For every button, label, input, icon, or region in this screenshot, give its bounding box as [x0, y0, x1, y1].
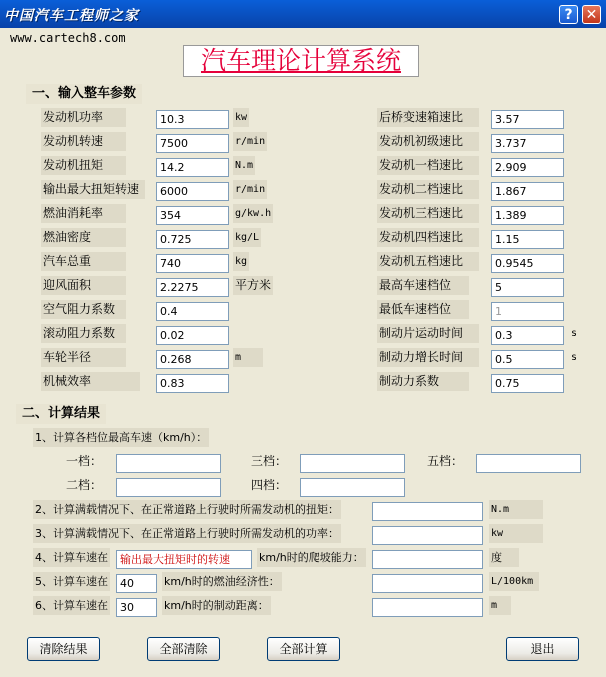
q5-prefix: 5、计算车速在	[33, 572, 110, 591]
required-torque-output[interactable]	[372, 502, 483, 521]
braking-distance-output[interactable]	[372, 598, 483, 617]
param-label: 发动机四档速比	[377, 228, 479, 247]
rear-axle-ratio-input[interactable]: 3.57	[491, 110, 564, 129]
frontal-area-input[interactable]: 2.2275	[156, 278, 229, 297]
website-url: www.cartech8.com	[10, 31, 126, 45]
param-unit: N.m	[233, 156, 255, 175]
fuel-consumption-input[interactable]: 354	[156, 206, 229, 225]
param-unit: s	[571, 328, 578, 339]
param-label: 滚动阻力系数	[41, 324, 126, 343]
q1-label: 1、计算各档位最高车速（km/h）：	[33, 428, 209, 447]
param-label: 制动力系数	[377, 372, 469, 391]
required-power-output[interactable]	[372, 526, 483, 545]
gear5-ratio-input[interactable]: 0.9545	[491, 254, 564, 273]
q4-unit: 度	[489, 548, 519, 567]
param-unit: r/min	[233, 180, 267, 199]
param-label: 迎风面积	[41, 276, 126, 295]
q6-unit: m	[489, 596, 511, 615]
brake-force-rise-input[interactable]: 0.5	[491, 350, 564, 369]
gear3-max-speed-output[interactable]	[300, 454, 405, 473]
input-section-heading: 一、输入整车参数	[26, 84, 142, 104]
gear-label: 五档：	[427, 454, 464, 468]
param-unit: 平方米	[233, 276, 273, 295]
param-label: 发动机初级速比	[377, 132, 479, 151]
param-label: 输出最大扭矩转速	[41, 180, 145, 199]
q5-suffix: km/h时的燃油经济性：	[162, 572, 282, 591]
param-label: 后桥变速箱速比	[377, 108, 479, 127]
brake-coef-input[interactable]: 0.75	[491, 374, 564, 393]
gear-label: 三档：	[251, 454, 288, 468]
param-label: 燃油消耗率	[41, 204, 126, 223]
rolling-resistance-input[interactable]: 0.02	[156, 326, 229, 345]
param-label: 机械效率	[41, 372, 140, 391]
gear-label: 二档：	[66, 478, 103, 492]
window-title: 中国汽车工程师之家	[4, 8, 139, 24]
q3-unit: kw	[489, 524, 543, 543]
help-button[interactable]: ?	[559, 5, 578, 24]
param-label: 车轮半径	[41, 348, 126, 367]
param-label: 发动机转速	[41, 132, 126, 151]
gear3-ratio-input[interactable]: 1.389	[491, 206, 564, 225]
gear2-ratio-input[interactable]: 1.867	[491, 182, 564, 201]
clear-all-button[interactable]: 全部清除	[147, 637, 220, 661]
gear4-max-speed-output[interactable]	[300, 478, 405, 497]
param-unit: s	[571, 352, 578, 363]
engine-speed-input[interactable]: 7500	[156, 134, 229, 153]
gear4-ratio-input[interactable]: 1.15	[491, 230, 564, 249]
q6-prefix: 6、计算车速在	[33, 596, 110, 615]
braking-speed-input[interactable]: 30	[116, 598, 157, 617]
gear1-ratio-input[interactable]: 2.909	[491, 158, 564, 177]
mech-efficiency-input[interactable]: 0.83	[156, 374, 229, 393]
gear2-max-speed-output[interactable]	[116, 478, 221, 497]
param-unit: kw	[233, 108, 249, 127]
q2-label: 2、计算满载情况下、在正常道路上行驶时所需发动机的扭矩：	[33, 500, 341, 519]
vehicle-weight-input[interactable]: 740	[156, 254, 229, 273]
param-label: 制动片运动时间	[377, 324, 479, 343]
clear-results-button[interactable]: 清除结果	[27, 637, 100, 661]
param-label: 空气阻力系数	[41, 300, 126, 319]
economy-speed-input[interactable]: 40	[116, 574, 157, 593]
param-unit: kg	[233, 252, 249, 271]
max-torque-speed-input[interactable]: 6000	[156, 182, 229, 201]
engine-power-input[interactable]: 10.3	[156, 110, 229, 129]
max-speed-gear-input[interactable]: 5	[491, 278, 564, 297]
brake-pad-time-input[interactable]: 0.3	[491, 326, 564, 345]
q2-unit: N.m	[489, 500, 543, 519]
fuel-economy-output[interactable]	[372, 574, 483, 593]
gear1-max-speed-output[interactable]	[116, 454, 221, 473]
app-title: 汽车理论计算系统	[183, 45, 419, 77]
q5-unit: L/100km	[489, 572, 539, 591]
gear5-max-speed-output[interactable]	[476, 454, 581, 473]
wheel-radius-input[interactable]: 0.268	[156, 350, 229, 369]
min-speed-gear-input[interactable]: 1	[491, 302, 564, 321]
climb-ability-output[interactable]	[372, 550, 483, 569]
q4-suffix: km/h时的爬坡能力：	[257, 548, 366, 567]
param-label: 发动机五档速比	[377, 252, 479, 271]
q4-prefix: 4、计算车速在	[33, 548, 110, 567]
param-label: 最高车速档位	[377, 276, 469, 295]
q6-suffix: km/h时的制动距离：	[162, 596, 271, 615]
param-label: 发动机一档速比	[377, 156, 479, 175]
engine-torque-input[interactable]: 14.2	[156, 158, 229, 177]
param-label: 制动力增长时间	[377, 348, 479, 367]
param-unit: m	[233, 348, 263, 367]
param-label: 发动机三档速比	[377, 204, 479, 223]
close-button[interactable]: ✕	[582, 5, 601, 24]
param-unit: r/min	[233, 132, 267, 151]
primary-ratio-input[interactable]: 3.737	[491, 134, 564, 153]
air-drag-coef-input[interactable]: 0.4	[156, 302, 229, 321]
param-label: 燃油密度	[41, 228, 126, 247]
param-label: 发动机功率	[41, 108, 126, 127]
param-label: 最低车速档位	[377, 300, 469, 319]
param-label: 汽车总重	[41, 252, 126, 271]
results-section-heading: 二、计算结果	[16, 404, 106, 424]
fuel-density-input[interactable]: 0.725	[156, 230, 229, 249]
exit-button[interactable]: 退出	[506, 637, 579, 661]
gear-label: 四档：	[251, 478, 288, 492]
q3-label: 3、计算满载情况下、在正常道路上行驶时所需发动机的功率：	[33, 524, 341, 543]
calculate-all-button[interactable]: 全部计算	[267, 637, 340, 661]
param-unit: g/kw.h	[233, 204, 273, 223]
param-label: 发动机扭矩	[41, 156, 126, 175]
param-unit: kg/L	[233, 228, 261, 247]
param-label: 发动机二档速比	[377, 180, 479, 199]
climb-speed-input[interactable]: 输出最大扭矩时的转速	[116, 550, 252, 569]
gear-label: 一档：	[66, 454, 103, 468]
